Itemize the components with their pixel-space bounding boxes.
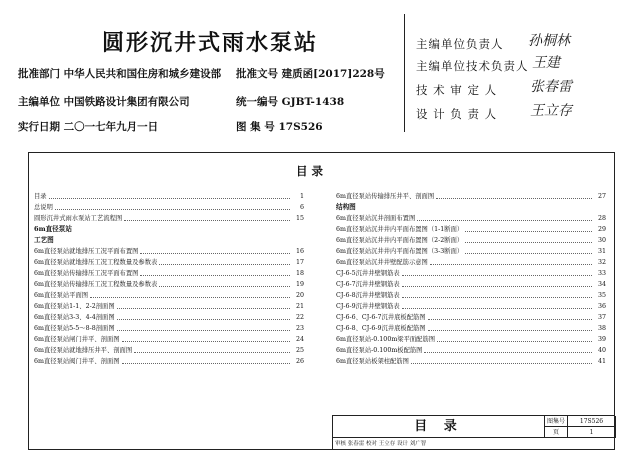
toc-entry[interactable]	[34, 311, 304, 322]
toc-entry[interactable]	[34, 300, 304, 311]
toc-leader-dots	[140, 275, 290, 276]
page-value: 1	[568, 427, 616, 438]
toc-entry[interactable]	[336, 344, 606, 355]
approval-doc: 批准文号 建质函[2017]228号	[236, 68, 385, 80]
toc-entry[interactable]	[34, 212, 304, 223]
toc-entry[interactable]	[34, 344, 304, 355]
toc-page-number: 22	[295, 314, 304, 321]
toc-entry-title: CJ-6-7沉井井壁钢筋表	[336, 281, 400, 288]
toc-entry[interactable]	[336, 190, 606, 201]
toc-page-number: 27	[597, 193, 606, 200]
chief-unit: 主编单位 中国铁路设计集团有限公司	[18, 96, 190, 108]
toc-entry[interactable]	[336, 256, 606, 267]
resp-label-2: 主编单位技术负责人	[416, 59, 529, 73]
toc-entry-title: CJ-6-6、CJ-6-7沉井底板配筋图	[336, 314, 426, 321]
toc-page-number: 23	[295, 325, 304, 332]
toc-leader-dots	[159, 264, 290, 265]
toc-page-number: 24	[295, 336, 304, 343]
toc-heading: 目 录	[296, 164, 324, 178]
atlas-no: 图 集 号 17S526	[236, 121, 323, 133]
toc-leader-dots	[411, 363, 592, 364]
toc-leader-dots	[122, 363, 290, 364]
toc-entry[interactable]	[336, 278, 606, 289]
toc-entry[interactable]	[34, 333, 304, 344]
toc-leader-dots	[465, 253, 592, 254]
toc-entry-title: 6m直径泵站板架柱配筋图	[336, 358, 409, 365]
toc-entry-title: CJ-6-8沉井井壁钢筋表	[336, 292, 400, 299]
atlas-value: 17S526	[568, 416, 616, 427]
approval-signatures: 审核 张春雷 校对 王立存 设计 刘广智	[335, 441, 427, 447]
toc-entry[interactable]	[34, 278, 304, 289]
toc-entry[interactable]	[336, 289, 606, 300]
toc-leader-dots	[122, 341, 290, 342]
toc-entry-title: 圆形沉井式雨水泵站工艺流程图	[34, 215, 123, 222]
impl-date: 实行日期 二〇一七年九月一日	[18, 121, 159, 133]
toc-leader-dots	[55, 209, 290, 210]
toc-entry-title: 6m直径泵站就地排压工况平面布置图	[34, 248, 139, 255]
signature-3: 张春雷	[530, 79, 572, 95]
toc-entry-title: 6m直径泵站沉井井内平面布置图（1-1断面）	[336, 226, 464, 233]
toc-entry-title: CJ-6-5沉井井壁钢筋表	[336, 270, 400, 277]
toc-leader-dots	[402, 297, 592, 298]
toc-page-number: 18	[295, 270, 304, 277]
toc-leader-dots	[159, 286, 290, 287]
toc-entry[interactable]	[336, 311, 606, 322]
toc-entry-title: 工艺图	[34, 236, 54, 244]
toc-page-number: 6	[299, 204, 304, 211]
toc-page-number: 29	[597, 226, 606, 233]
toc-entry-title: 目录	[34, 193, 47, 200]
resp-label-3: 技 术 审 定 人	[416, 83, 498, 97]
toc-leader-dots	[49, 198, 290, 199]
toc-leader-dots	[424, 352, 592, 353]
toc-entry[interactable]	[336, 212, 606, 223]
toc-page-number: 25	[295, 347, 304, 354]
toc-entry[interactable]	[34, 190, 304, 201]
toc-leader-dots	[140, 253, 290, 254]
toc-entry-title: 6m直径泵站-0.100m梁平面配筋图	[336, 336, 436, 343]
resp-label-4: 设 计 负 责 人	[416, 107, 498, 121]
atlas-label: 图集号	[545, 416, 568, 427]
toc-page-number: 33	[597, 270, 606, 277]
toc-page-number: 39	[597, 336, 606, 343]
toc-entry-title: CJ-6-8、CJ-6-9沉井底板配筋图	[336, 325, 426, 332]
header	[0, 0, 638, 150]
toc-entry[interactable]	[336, 234, 606, 245]
toc-page-number: 38	[597, 325, 606, 332]
toc-entry-title: 6m直径泵站-0.100m板配筋图	[336, 347, 423, 354]
toc-entry[interactable]	[34, 267, 304, 278]
page-label: 页	[545, 427, 568, 438]
toc-leader-dots	[430, 264, 592, 265]
toc-leader-dots	[117, 319, 290, 320]
toc-page-number: 40	[597, 347, 606, 354]
toc-entry-title: 6m直径泵站阀门井平、剖面图	[34, 358, 120, 365]
toc-entry[interactable]	[34, 256, 304, 267]
toc-page-number: 35	[597, 292, 606, 299]
title-block	[332, 415, 615, 450]
toc-page-number: 31	[597, 248, 606, 255]
toc-page-number: 20	[295, 292, 304, 299]
toc-entry-title: 6m直径泵站3-3、4-4剖面图	[34, 314, 115, 321]
toc-entry-title: 6m直径泵站传输排压工况工程数量及参数表	[34, 281, 158, 288]
toc-entry-title: 6m直径泵站平面图	[34, 292, 89, 299]
toc-entry-title: 6m直径泵站闸门井平、剖面图	[34, 336, 120, 343]
toc-leader-dots	[117, 330, 290, 331]
toc-leader-dots	[117, 308, 290, 309]
toc-leader-dots	[402, 286, 592, 287]
toc-entry-title: 6m直径泵站就地排压井平、剖面图	[34, 347, 133, 354]
toc-entry-title: CJ-6-9沉井井壁钢筋表	[336, 303, 400, 310]
toc-section-heading	[34, 234, 304, 245]
toc-page-number: 32	[597, 259, 606, 266]
toc-entry-title: 6m直径泵站沉井井内平面布置图（3-3断面）	[336, 248, 464, 255]
toc-leader-dots	[465, 231, 592, 232]
toc-page-number: 19	[295, 281, 304, 288]
toc-page-number: 16	[295, 248, 304, 255]
toc-entry[interactable]	[336, 300, 606, 311]
toc-page-number: 34	[597, 281, 606, 288]
toc-entry-title: 总说明	[34, 204, 53, 211]
toc-entry[interactable]	[336, 267, 606, 278]
toc-entry[interactable]	[34, 245, 304, 256]
toc-leader-dots	[428, 319, 592, 320]
toc-page-number: 15	[295, 215, 304, 222]
toc-page-number: 41	[597, 358, 606, 365]
toc-entry-title: 6m直径泵站沉井井内平面布置图（2-2断面）	[336, 237, 464, 244]
toc-entry-title: 6m直径泵站就地排压工况工程数量及参数表	[34, 259, 158, 266]
toc-entry-title: 结构图	[336, 203, 356, 211]
toc-leader-dots	[124, 220, 290, 221]
toc-leader-dots	[90, 297, 290, 298]
toc-page-number: 1	[299, 193, 304, 200]
toc-entry[interactable]	[336, 245, 606, 256]
approval-dept: 批准部门 中华人民共和国住房和城乡建设部	[18, 68, 222, 80]
toc-entry-title: 6m直径泵站传输排压工况平面布置图	[34, 270, 139, 277]
toc-left-column	[34, 190, 304, 366]
toc-section-heading	[336, 201, 606, 212]
toc-page-number: 30	[597, 237, 606, 244]
toc-leader-dots	[402, 308, 592, 309]
toc-entry-title: 6m直径泵站	[34, 225, 72, 233]
toc-right-column	[336, 190, 606, 366]
toc-entry-title: 6m直径泵站1-1、2-2剖面图	[34, 303, 115, 310]
toc-entry[interactable]	[34, 322, 304, 333]
page-title: 圆形沉井式雨水泵站	[102, 30, 319, 56]
toc-leader-dots	[465, 242, 592, 243]
toc-leader-dots	[436, 198, 592, 199]
signature-4: 王立存	[530, 103, 572, 119]
toc-page-number: 26	[295, 358, 304, 365]
toc-entry-title: 6m直径泵站沉井剖面布置图	[336, 215, 416, 222]
toc-entry[interactable]	[34, 355, 304, 366]
toc-leader-dots	[402, 275, 592, 276]
signature-2: 王建	[532, 55, 560, 71]
toc-page-number: 36	[597, 303, 606, 310]
unified-no: 统一编号 GJBT-1438	[236, 96, 345, 108]
toc-section-heading	[34, 223, 304, 234]
toc-leader-dots	[437, 341, 592, 342]
toc-page-number: 17	[295, 259, 304, 266]
toc-leader-dots	[428, 330, 592, 331]
toc-page-number: 21	[295, 303, 304, 310]
toc-entry[interactable]	[336, 333, 606, 344]
toc-leader-dots	[134, 352, 290, 353]
toc-page-number: 28	[597, 215, 606, 222]
toc-entry-title: 6m直径泵站传输排压井平、剖面图	[336, 193, 435, 200]
header-divider	[404, 14, 405, 132]
resp-label-1: 主编单位负责人	[416, 37, 504, 51]
toc-entry[interactable]	[336, 223, 606, 234]
toc-entry[interactable]	[34, 289, 304, 300]
signature-1: 孙桐林	[528, 33, 570, 49]
toc-entry-title: 6m直径泵站沉井井壁配筋示意图	[336, 259, 428, 266]
toc-entry[interactable]	[34, 201, 304, 212]
toc-entry[interactable]	[336, 322, 606, 333]
title-block-title: 目 录	[333, 416, 545, 438]
toc-entry-title: 6m直径泵站5-5～8-8剖面图	[34, 325, 115, 332]
toc-entry[interactable]	[336, 355, 606, 366]
toc-leader-dots	[417, 220, 592, 221]
toc-page-number: 37	[597, 314, 606, 321]
